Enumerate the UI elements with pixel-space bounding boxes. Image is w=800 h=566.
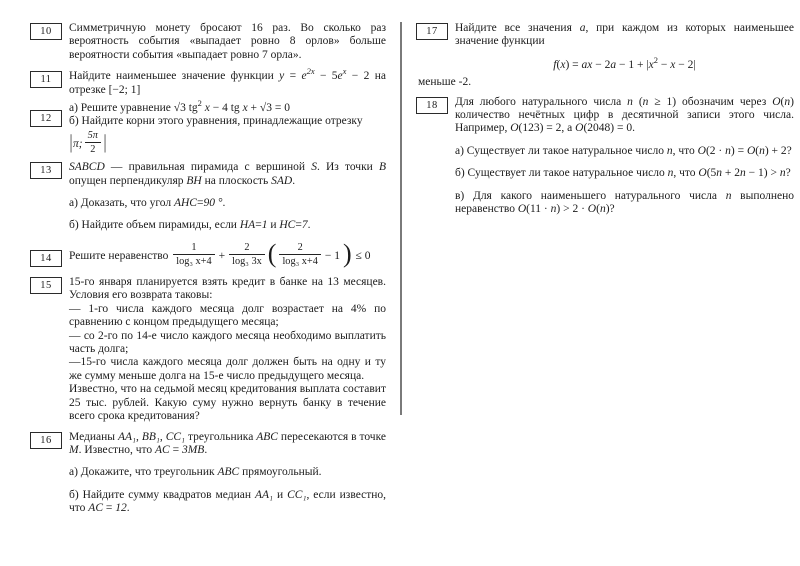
problem-13-part-a: а) Доказать, что угол AHC=90 °. bbox=[69, 196, 226, 209]
problem-14-statement: Решите неравенство bbox=[69, 249, 169, 262]
problem-16-part-b: б) Найдите сумму квадратов медиан AA₁ и CC₁, если известно, что AC = 12. bbox=[69, 488, 386, 515]
problem-17-intro: Найдите все значения a, при каждом из которых наименьшее значение функции bbox=[455, 22, 794, 48]
fraction-1 bbox=[173, 242, 214, 268]
problem-18-text bbox=[455, 96, 794, 217]
problem-11 bbox=[30, 66, 386, 97]
problem-14-number: 14 bbox=[30, 250, 62, 267]
problem-10 bbox=[30, 22, 386, 62]
problem-15 bbox=[30, 276, 386, 423]
problem-18-part-b: б) Существует ли такое натуральное число n, что O(5n + 2n − 1) > n? bbox=[455, 167, 791, 180]
problem-15-text bbox=[69, 276, 386, 423]
problem-15-line: — со 2-го по 14-е число каждого месяца необходимо выплатить часть долга; bbox=[69, 329, 386, 356]
problem-16-number: 16 bbox=[30, 432, 62, 449]
problem-15-line: — 1-го числа каждого месяца долг возрастает на 4% по сравнению с концом предыдущего месяца; bbox=[69, 302, 386, 329]
problem-16-intro: Медианы AA₁, BB₁, CC₁ треугольника ABC пересекаются в точке M. Известно, что AC = 3MB. bbox=[69, 430, 386, 456]
problem-17-number: 17 bbox=[416, 23, 448, 40]
fraction-2-denominator: log₃ 3x bbox=[232, 255, 262, 267]
fraction-2 bbox=[229, 242, 265, 268]
problem-12-part-a: а) Решите уравнение √3 $tg^2$ x − 4 tg x + √3 = 0 bbox=[69, 98, 290, 115]
problem-15-line: Известно, что на седьмой месяц кредитования выплата составит 25 тыс. рублей. Какую суму нужно вернуть банку в течение всего срока кредитования? bbox=[69, 383, 386, 423]
fraction-3-denominator: log₃ x+4 bbox=[282, 255, 318, 267]
fraction-2-numerator: 2 bbox=[229, 242, 265, 256]
fraction-numerator: 5π bbox=[85, 130, 101, 144]
problem-13-intro: SABCD — правильная пирамида с вершиной S. Из точки B опущен перпендикуляр BH на плоскость SAD. bbox=[69, 161, 386, 187]
interval-fraction bbox=[85, 130, 101, 156]
problem-16-text bbox=[69, 431, 386, 516]
problem-16-part-a: а) Докажите, что треугольник ABC прямоугольный. bbox=[69, 466, 322, 479]
problem-11-text: Найдите наименьшее значение функции $y = e^{2x} - 5e^x - 2$ на отрезке [−2; 1] bbox=[69, 66, 386, 96]
column-divider bbox=[400, 22, 402, 415]
problem-13-part-b: б) Найдите объем пирамиды, если HA=1 и HC=7. bbox=[69, 219, 311, 232]
fraction-1-numerator: 1 bbox=[173, 242, 214, 256]
problem-17-condition: меньше -2. bbox=[418, 76, 472, 89]
problem-11-number: 11 bbox=[30, 71, 62, 88]
problem-16 bbox=[30, 431, 386, 516]
right-column bbox=[416, 22, 794, 216]
problem-15-number: 15 bbox=[30, 277, 62, 294]
plus-operator: + bbox=[218, 249, 226, 262]
problem-15-line: —15-го числа каждого месяца долг должен быть на одну и ту же сумму меньше долга на 15-е число предыдущего месяца. bbox=[69, 356, 386, 382]
inequality-sign: ≤ 0 bbox=[355, 249, 371, 262]
close-paren: ) bbox=[343, 238, 352, 268]
problem-13-text bbox=[69, 161, 386, 233]
problem-18-number: 18 bbox=[416, 97, 448, 114]
problem-10-text: Симметричную монету бросают 16 раз. Во сколько раз вероятность события «выпадает ровно 8 орлов» больше вероятности события «выпадает ровно 7 орла». bbox=[69, 22, 386, 61]
fraction-3 bbox=[279, 242, 320, 268]
fraction-denominator: 2 bbox=[90, 143, 96, 155]
problem-14-text bbox=[69, 238, 386, 269]
problem-12-text bbox=[69, 98, 386, 157]
problem-14 bbox=[30, 238, 386, 269]
left-column bbox=[30, 22, 386, 516]
problem-12-part-b: б) Найдите корни этого уравнения, принадлежащие отрезку bbox=[69, 115, 363, 128]
problem-17 bbox=[416, 22, 794, 90]
fraction-1-denominator: log₃ x+4 bbox=[176, 255, 212, 267]
problem-12-number: 12 bbox=[30, 110, 62, 127]
problem-15-line: 15-го января планируется взять кредит в банке на 13 месяцев. Условия его возврата таковы: bbox=[69, 276, 386, 302]
problem-18-part-c: в) Для какого наименьшего натурального числа n выполнено неравенство O(11 · n) > 2 · O(n)? bbox=[455, 189, 794, 216]
fraction-3-numerator: 2 bbox=[279, 242, 320, 256]
problem-18 bbox=[416, 96, 794, 217]
problem-18-intro: Для любого натурального числа n (n ≥ 1) обозначим через O(n) количество нечётных цифр в десятичной записи этого числа. Например, O(123) = 2, а O(2048) = 0. bbox=[455, 95, 794, 135]
interval-start: π; bbox=[73, 137, 83, 150]
problem-18-part-a: а) Существует ли такое натуральное число n, что O(2 · n) = O(n) + 2? bbox=[455, 144, 792, 157]
problem-13-number: 13 bbox=[30, 162, 62, 179]
problem-12 bbox=[30, 98, 386, 157]
problem-17-formula: f(x) = ax − $2a - 1 + |x^2 - x - 2|$ bbox=[553, 54, 696, 71]
problem-12-interval: |π; $\frac{5\pi}{2}$ | bbox=[69, 129, 107, 155]
problem-10-number: 10 bbox=[30, 23, 62, 40]
open-paren: ( bbox=[267, 238, 277, 268]
problem-13 bbox=[30, 161, 386, 233]
minus-one: − 1 bbox=[324, 249, 340, 262]
